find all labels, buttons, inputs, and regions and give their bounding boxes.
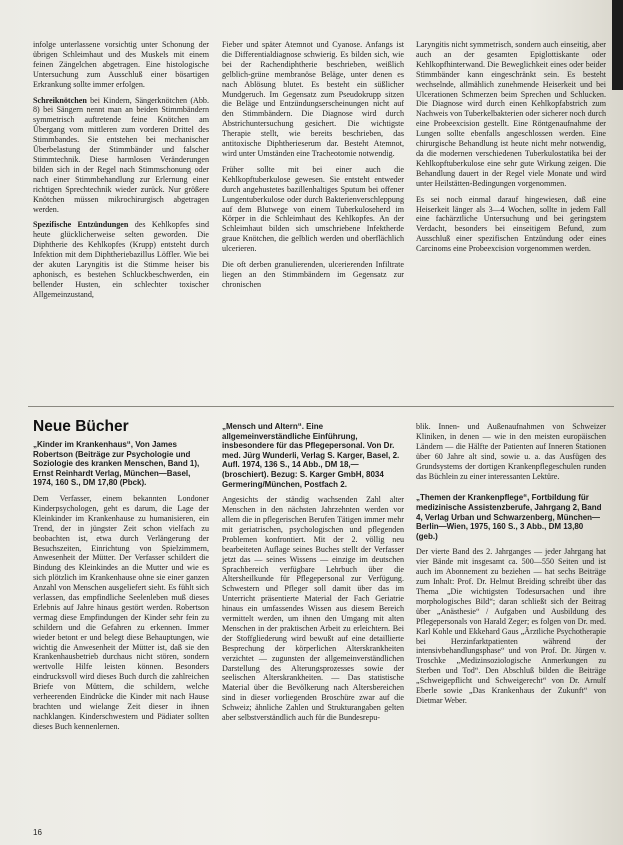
paragraph: Spezifische Entzündungen des Kehlkopfes sind heute glücklicherweise selten geworden. Die Diphtherie des Kehlkopfes (Krupp) entsteht durch Infektion mit dem Diphtheriebazillus Löffler. Wie bei der akuten Laryngitis ist die Stimme heiser bis aphonisch, es bestehen Schluckbeschwerden, ein bellender Husten, ein schlechter toxischer Allgemeinzustand, (33, 220, 209, 299)
review-text: Angesichts der ständig wachsenden Zahl alter Menschen in den nächsten Jahrzehnten werden vor allem die in pflegerischen Berufen Tätigen immer mehr mit geriatrischen, psychologischen und pflegenden Problemen konfrontiert. Mit der 2. völlig neu bearbeiteten Auflage seines Buches stellt der Verfasser jetzt das — seines Wissens — einzige im deutschen Sprachbereich verfügbare Lehrbuch über die Altersheilkunde für Pflegepersonal zur Verfügung. Schwestern und Pfleger soll damit über das im Unterricht präsentierte Material der Fach Geriatrie hinaus ein umfassendes Wissen aus diesem Bereich vermittelt werden, um ihnen den Umgang mit alten Menschen in der praktischen Arbeit zu erleichtern. Bei der Stoffgliederung wird bewußt auf eine detaillierte Besprechung der körperlichen Alterskrankheiten verzichtet — zugunsten der allgemeinverständlichen Darstellung des Alterungsprozesses sowie der seelischen Alterskrankheiten. — Das statistische Material über die Bevölkerung nach Altersbereichen sind in dieser vorliegenden Broschüre zwar auf die Schweiz; ähnliche Zahlen und Strukturangaben gelten aber selbstverständlich auch für die Bundesrepu- (222, 495, 404, 723)
article-column-3 (416, 40, 606, 254)
review-text: Der vierte Band des 2. Jahrganges — jeder Jahrgang hat vier Bände mit insgesamt ca. 500—550 Seiten und ist auch im Abonnement zu beziehen — hat sechs Beiträge zum Inhalt: Prof. Dr. Helmut Breiding schreibt über das Thema „Die wichtigsten Todesursachen und ihre morphologisches Bild“; daran schließt sich der Beitrag über „Anästhesie“ / Aufgaben und Ausbildung des Pflegepersonals von Harald Zeger; es folgen von Dr. med. Karl Kohle und Ekkehard Gaus „Ärztliche Psychotherapie bei Herzinfarktpatienten während der intensivbehandlungsphase“ und von Prof. Dr. Jürgen v. Troschke „Medizinsoziologische Anmerkungen zu Sterben und Tod“. Den Abschluß bilden die Beiträge „Schweigepflicht und Schweigerecht“ von Dr. Arnulf Eberle sowie „Das Krankenhaus der Zukunft“ von Dietmar Weber. (416, 547, 606, 705)
review-heading: „Mensch und Altern“. Eine allgemeinverständliche Einführung, insbesondere für das Pflegepersonal. Von Dr. med. Jürg Wunderli, Verlag S. Karger, Basel, 2. Aufl. 1974, 136 S., 14 Abb., DM 18,—(broschiert). Bezug: S. Karger GmbH, 8034 Germering/München, Postfach 2. (222, 422, 400, 489)
paragraph: Schreiknötchen bei Kindern, Sängerknötchen (Abb. 8) bei Sängern nennt man an beiden Stimmbändern symmetrisch auftretende feine Knötchen am Übergang vom mittleren zum vorderen Drittel des Stimmbandes. Sie entstehen bei mechanischer Überbelastung der Stimmbänder und falscher Stimmtechnik. Diese harmlosen Veränderungen bilden sich in der Regel nach Stimmschonung oder nach einer Stimmbehandlung zur Erlernung einer richtigen Sprechtechnik wieder zurück. Nur größere Knötchen müssen mikrochirurgisch abgetragen werden. (33, 95, 209, 214)
review-column-1 (33, 440, 209, 732)
section-title: Neue Bücher (33, 418, 129, 435)
paragraph: Es sei noch einmal darauf hingewiesen, daß eine Heiserkeit länger als 3—4 Wochen, sollte in jedem Fall eine fachärztliche Untersuchung und bei geringstem Verdacht, besonders bei einseitigem Befund, zum Ausschluß einer spezifischen Entzündung oder eines Carcinoms eine Probeexcision vorgenommen werden. (416, 194, 606, 254)
review-column-2 (222, 422, 404, 723)
paragraph: infolge unterlassene vorsichtig unter Schonung der übrigen Schleimhaut und des Muskels mit einem feinen Zängelchen abgetragen. Eine histologische Untersuchung zum Ausschluß einer bösartigen Erkrankung sollte immer erfolgen. (33, 40, 209, 89)
review-heading: „Themen der Krankenpflege“, Fortbildung für medizinische Assistenzberufe, Jahrgang 2, Band 4, Verlag Urban und Schwarzenberg, München—Berlin—Wien, 1975, 160 S., 3 Abb., DM 13,80 (geb.) (416, 493, 602, 541)
article-column-2 (222, 40, 404, 290)
review-column-3 (416, 422, 606, 706)
review-heading: „Kinder im Krankenhaus“, Von James Robertson (Beiträge zur Psychologie und Soziologie des kranken Menschen, Band 1), Ernst Reinhardt Verlag, München—Basel, 1974, 160 S., DM 17,80 (Pbck). (33, 440, 200, 488)
paragraph: Laryngitis nicht symmetrisch, sondern auch einseitig, aber auch an der gesamten Epiglottiskante oder Kehlkopfhinterwand. Die Beweglichkeit eines oder beider Stimmbänder kann eingeschränkt sein. Es besteht wechselnde, allmählich zunehmende Heiserkeit und bei Ulcerationen Schmerzen beim Sprechen und Schlucken. Die Diagnose wird durch einen Kehlkopfabstrich zum Nachweis von Tuberkelbakterien oder sicherer noch durch eine Probeexcision gestellt. Eine Röntgenaufnahme der Lungen sollte ebenfalls angeschlossen werden. Eine chirurgische Behandlung ist heute nicht mehr notwendig, da die modernen verschiedenen Tuberkulostatika bei der Kehlkopftuberkulose eine sehr gute Wirkung zeigen. Die Behandlung dauert in der Regel viele Monate und wird unter Heilstätten-Bedingungen vorgenommen. (416, 40, 606, 188)
paragraph: Früher sollte mit bei einer auch die Kehlkopftuberkulose gewesen. Sie entsteht entweder durch angehustetes bazillenhaltiges Sputum bei offener Lungentuberkulose oder durch Bakterienverschleppung auf dem Blutwege von einem Tuberkuloseherd im Körper in die Schleimhaut des Kehlkopfes. An der Schleimhaut bilden sich umschriebene Infektherde graue Knötchen, die gelblich werden und oberflächlich ulcerieren. (222, 164, 404, 254)
paragraph: Die oft derben granulierenden, ulcerierenden Infiltrate liegen an den Stimmbändern im Gegensatz zur chronischen (222, 260, 404, 289)
article-column-1 (33, 40, 209, 300)
page-number: 16 (33, 828, 42, 837)
paragraph: Fieber und später Atemnot und Cyanose. Anfangs ist die Differentialdiagnose schwierig. Es bilden sich, wie bei der Rachendiphtherie beschrieben, weißlich gelblich-grüne membranöse Beläge, unter denen es nach Ablösung blutet. Es besteht ein süßlicher Mundgeruch. Im Gegensatz zum Pseudokrupp sitzen die Beläge und Entzündungserscheinungen nicht auf den Stimmbändern. Die Diagnose wird durch Abstrichuntersuchung gesichert. Die wichtigste Therapie stellt, wie bereits beschrieben, das antitoxische Diphtherieserum dar. Besteht Atemnot, wird unter Umständen eine Tracheotomie notwendig. (222, 40, 404, 158)
page-edge-tab (612, 0, 623, 90)
review-text: Dem Verfasser, einem bekannten Londoner Kinderpsychologen, geht es darum, die Lage der Kleinkinder im Krankenhause zu humanisieren, ein Trend, der in jüngster Zeit schon vielfach zu beobachten ist, etwa durch Verlängerung der Besuchszeiten, Einrichtung von Spielzimmern, Anwesenheit der Mütter. Der Verfasser schildert die Bindung des Kleinkindes an die Mutter und wie es sich plötzlich im Krankenhause ohne sie einer ganzen Anzahl von Menschen ausgeliefert sieht. Es fühlt sich verlassen, das empfindliche Seelenleben muß dieses Erlebnis auf Jahre hinaus gestört werden. Robertson vermag diese Empfindungen der Kinder sehr fein zu schildern und die Gefahren zu erkennen. Immer wieder betont er und belegt diese Behauptungen, wie wichtig die Anwesenheit der Mütter ist, daß sie den Krankenhausbetrieb durchaus nicht stören, sondern wertvolle Hilfe leisten können. Besonders eindrucksvoll wird dieses Buch durch die zahlreichen Briefe von Müttern, die schildern, welche verheerenden Eindrücke die Kinder mit nach Hause brachten und wielange Zeit dieser in ihnen nachklangen. Kinderschwestern und Pädiater sollten dieses Buch kennenlernen. (33, 493, 209, 731)
section-divider (28, 406, 614, 407)
review-text: blik. Innen- und Außenaufnahmen von Schweizer Kliniken, in denen — wie in den meisten europäischen Ländern — die Hälfte der Patienten auf Inneren Stationen über 60 Jahre alt sind, sowie u. a. das Ausfügen des Grundsystems der dortigen Krankenpflegeschulen runden das Büchlein zu einer interessanten Lektüre. (416, 422, 606, 481)
